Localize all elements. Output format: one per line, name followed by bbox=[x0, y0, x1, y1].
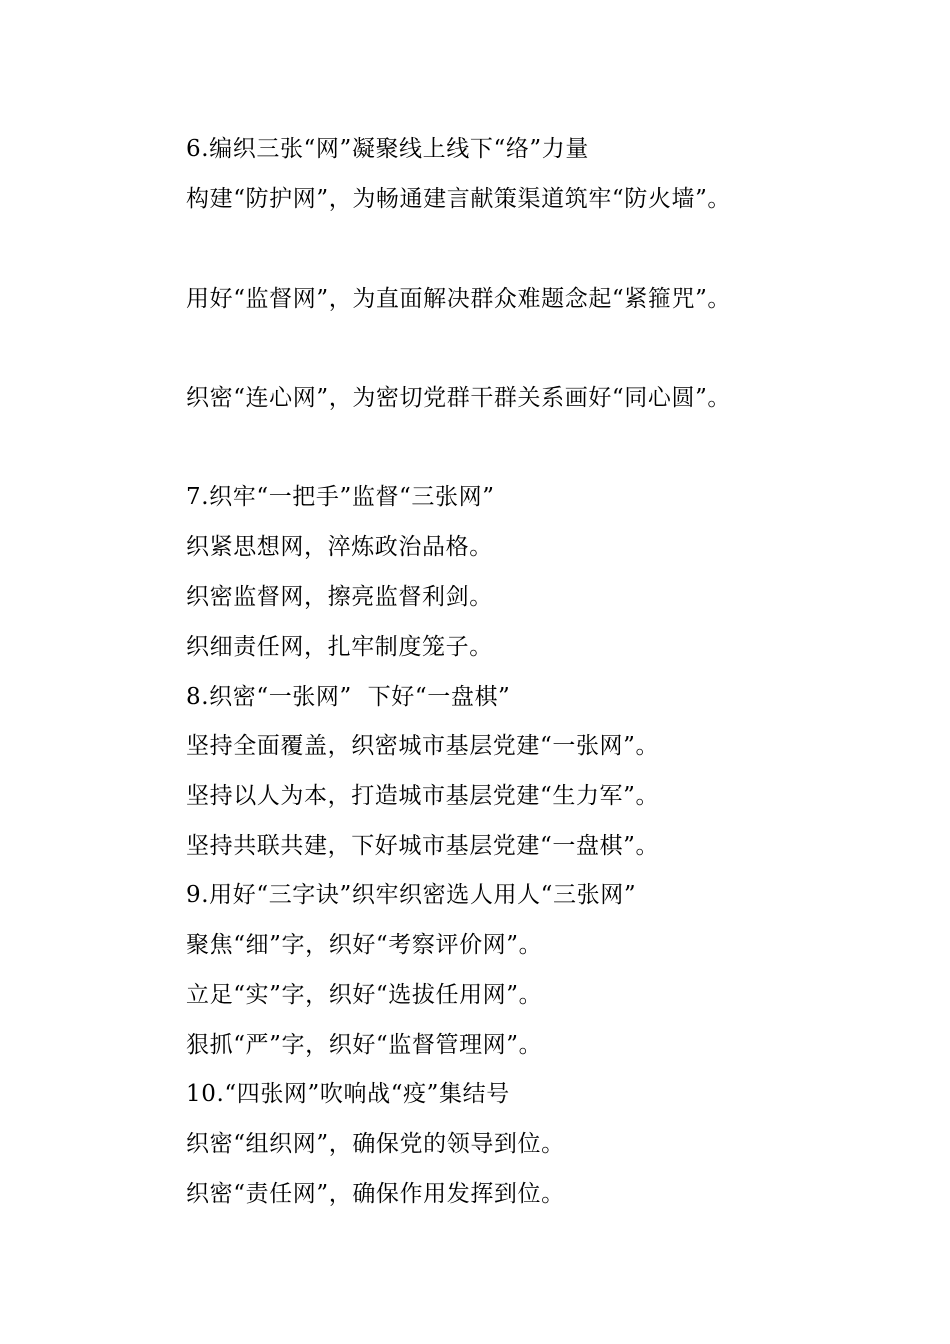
heading-10: 10.“四张网”吹响战“疫”集结号 bbox=[186, 1081, 510, 1107]
heading-7: 7.织牢“一把手”监督“三张网” bbox=[186, 484, 495, 510]
paragraph-line: 聚焦“细”字，织好“考察评价网”。 bbox=[186, 932, 543, 958]
paragraph-line: 构建“防护网”，为畅通建言献策渠道筑牢“防火墙”。 bbox=[186, 186, 732, 212]
paragraph-line: 立足“实”字，织好“选拔任用网”。 bbox=[186, 982, 543, 1008]
paragraph-line: 坚持共联共建，下好城市基层党建“一盘棋”。 bbox=[186, 833, 660, 859]
paragraph-line: 织紧思想网，淬炼政治品格。 bbox=[186, 534, 493, 560]
paragraph-line: 织密“责任网”，确保作用发挥到位。 bbox=[186, 1181, 565, 1207]
paragraph-line: 坚持以人为本，打造城市基层党建“生力军”。 bbox=[186, 783, 660, 809]
paragraph-line: 织细责任网，扎牢制度笼子。 bbox=[186, 634, 493, 660]
paragraph-line: 狠抓“严”字，织好“监督管理网”。 bbox=[186, 1032, 543, 1058]
heading-9: 9.用好“三字诀”织牢织密选人用人“三张网” bbox=[186, 882, 637, 908]
paragraph-line: 织密“连心网”，为密切党群干群关系画好“同心圆”。 bbox=[186, 385, 732, 411]
paragraph-line: 织密监督网，擦亮监督利剑。 bbox=[186, 584, 493, 610]
heading-6: 6.编织三张“网”凝聚线上线下“络”力量 bbox=[186, 136, 589, 162]
heading-8: 8.织密“一张网” 下好“一盘棋” bbox=[186, 684, 511, 710]
paragraph-line: 织密“组织网”，确保党的领导到位。 bbox=[186, 1131, 565, 1157]
paragraph-line: 坚持全面覆盖，织密城市基层党建“一张网”。 bbox=[186, 733, 660, 759]
paragraph-line: 用好“监督网”，为直面解决群众难题念起“紧箍咒”。 bbox=[186, 286, 732, 312]
